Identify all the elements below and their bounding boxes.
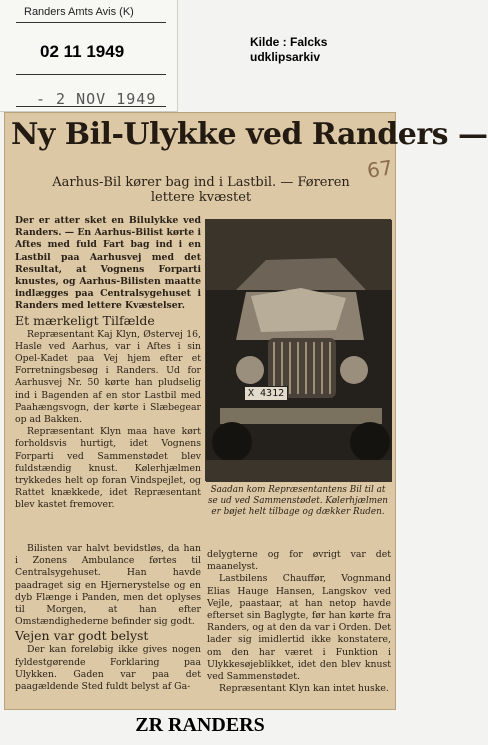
- crash-photo: [205, 219, 391, 481]
- left-column: [15, 215, 201, 512]
- paragraph: Repræsentant Klyn maa have kørt forholdsvis hurtigt, idet Vognens Forparti ved Sammenstødet blev fuldstændig knust. Kølerhjælmen trykkedes helt op foran Vindspejlet, og Rattet knækkede, idet Repræsentant blev kastet fremover.: [15, 426, 201, 511]
- article-lead: Der er atter sket en Bilulykke ved Randers. — En Aarhus-Bilist kørte i Aftes med fuld Fart bag ind i en Lastbil paa Aarhusvej med det Resultat, at Vognens Forparti knustes, og Aarhus-Bilisten maatte indlægges paa Centralsygehuset i Randers med lettere Kvæstelser.: [15, 215, 201, 312]
- left-column-lower: [15, 543, 201, 693]
- divider: [16, 74, 166, 75]
- archive-label-slip: [0, 0, 178, 112]
- right-column: [207, 549, 391, 695]
- source-note: [250, 35, 327, 65]
- photo-caption: Saadan kom Repræsentantens Bil til at se ud ved Sammenstødet. Kølerhjælmen er bøjet helt tilbage og dækker Ruden.: [208, 485, 388, 517]
- date-stamp: - 2 NOV 1949: [36, 90, 157, 108]
- newspaper-name: Randers Amts Avis (K): [24, 6, 134, 18]
- clipping-date: 02 11 1949: [40, 42, 125, 61]
- divider: [16, 106, 166, 107]
- license-plate: X 4312: [244, 386, 288, 401]
- source-line-2: udklipsarkiv: [250, 50, 321, 64]
- divider: [16, 22, 166, 23]
- newspaper-clipping: [4, 112, 488, 710]
- paragraph: Repræsentant Kaj Klyn, Østervej 16, Hasle ved Aarhus, var i Aftes i sin Opel-Kadet paa Vej hjem efter et Forretningsbesøg i Randers. Ud for Aarhusvej Nr. 50 kørte han pludselig ind i Bagenden af en stor Lastbil med Paahængsvogn, der kørte i Slæbegear op ad Bakken.: [15, 328, 201, 426]
- paragraph: delygterne og for øvrigt var det maanelyst.: [207, 549, 391, 573]
- paragraph: Bilisten var halvt bevidstløs, da han i Zonens Ambulance førtes til Centralsygehuset. Han havde paadraget sig en Hjernerystelse og en dyb Flænge i Panden, men det oplyses til Morgen, at han efter Omstændighederne befinder sig godt.: [15, 543, 201, 628]
- paragraph: Lastbilens Chauffør, Vognmand Elias Hauge Hansen, Langskov ved Vejle, paastaar, at han netop havde efterset sin Baglygte, før han kørte fra Randers, og at den da var i Orden. Det lader sig imidlertid ikke konstatere, om den har været i Funktion i Ulykkesøjeblikket, idet den blev knust ved Sammenstødet.: [207, 573, 391, 683]
- wrecked-car-image: [206, 220, 392, 482]
- pencil-annotation: 67: [365, 155, 394, 183]
- article-headline: Ny Bil-Ulykke ved Randers —: [11, 117, 488, 152]
- article-subheadline: Aarhus-Bil kører bag ind i Lastbil. — Føreren lettere kvæstet: [52, 175, 350, 205]
- section-title: Vejen var godt belyst: [15, 628, 149, 644]
- source-line-1: Kilde : Falcks: [250, 35, 328, 49]
- paragraph: Repræsentant Klyn kan intet huske.: [219, 683, 389, 695]
- archive-footer: ZR RANDERS: [135, 714, 265, 736]
- paragraph: Der kan foreløbig ikke gives nogen fyldestgørende Forklaring paa Ulykken. Gaden var paa det paagældende Sted fuldt belyst af Ga-: [15, 644, 201, 693]
- section-title: Et mærkeligt Tilfælde: [15, 312, 155, 328]
